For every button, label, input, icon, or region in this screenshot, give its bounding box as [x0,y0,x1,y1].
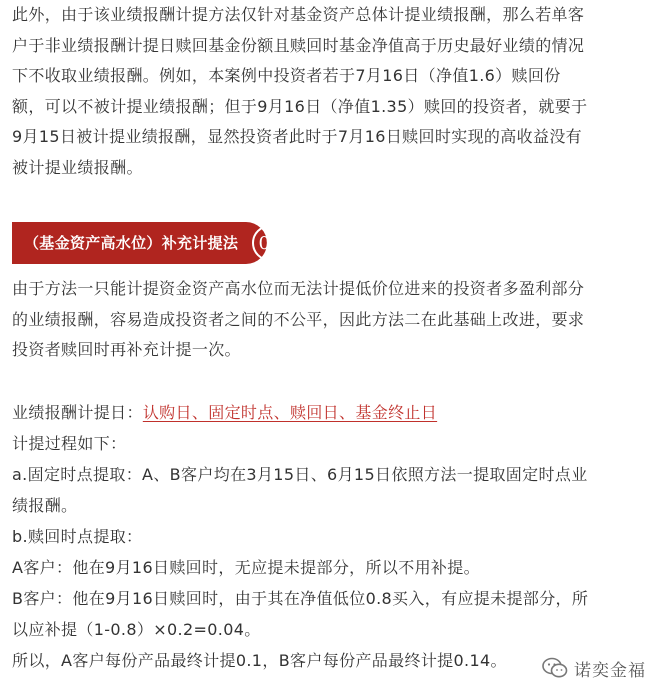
watermark-text: 诺奕金福 [574,660,646,681]
section-title: （基金资产高水位）补充计提法 [24,234,239,252]
text-line: 投资者赎回时再补充计提一次。 [12,340,241,359]
text-line: 下不收取业绩报酬。例如，本案例中投资者若于7月16日（净值1.6）赎回份 [12,66,561,85]
conclusion-line: 所以，A客户每份产品最终计提0.1，B客户每份产品最终计提0.14。 [12,651,507,670]
section-number-badge: 02 [252,225,288,261]
accrual-dates-line [12,397,656,428]
text-line: 被计提业绩报酬。 [12,157,143,177]
method-paragraph [12,274,656,366]
text-line: 额，可以不被计提业绩报酬；但于9月16日（净值1.35）赎回的投资者，就要于 [12,96,588,116]
accrual-dates-label: 业绩报酬计提日： [12,403,143,422]
text-line: 由于方法一只能计提资金资产高水位而无法计提低价位进来的投资者多盈利部分 [12,279,585,298]
wechat-icon [542,657,568,679]
accrual-dates-value: 认购日、固定时点、赎回日、基金终止日 [142,403,438,422]
text-line: 的业绩报酬，容易造成投资者之间的不公平，因此方法二在此基础上改进，要求 [12,309,585,329]
item-b-line: b.赎回时点提取： [12,527,143,546]
client-b-line: B客户：他在9月16日赎回时，由于其在净值低位0.8买入，有应提未提部分，所 [12,589,589,608]
watermark [542,653,646,683]
text-line: 此外，由于该业绩报酬计提方法仅针对基金资产总体计提业绩报酬，那么若单客 [12,5,585,24]
client-b-line: 以应补提（1-0.8）×0.2=0.04。 [12,620,261,639]
item-a-line: 绩报酬。 [12,496,78,515]
process-label: 计提过程如下： [12,434,127,453]
client-a-line: A客户：他在9月16日赎回时，无应提未提部分，所以不用补提。 [12,558,480,577]
details-block [12,397,656,676]
text-line: 户于非业绩报酬计提日赎回基金份额且赎回时基金净值高于历史最好业绩的情况 [12,35,585,55]
intro-paragraph [12,0,656,183]
item-a-line: a.固定时点提取：A、B客户均在3月15日、6月15日依照方法一提取固定时点业 [12,465,588,484]
text-line: 9月15日被计提业绩报酬，显然投资者此时于7月16日赎回时实现的高收益没有 [12,127,583,146]
section-banner [12,222,287,264]
